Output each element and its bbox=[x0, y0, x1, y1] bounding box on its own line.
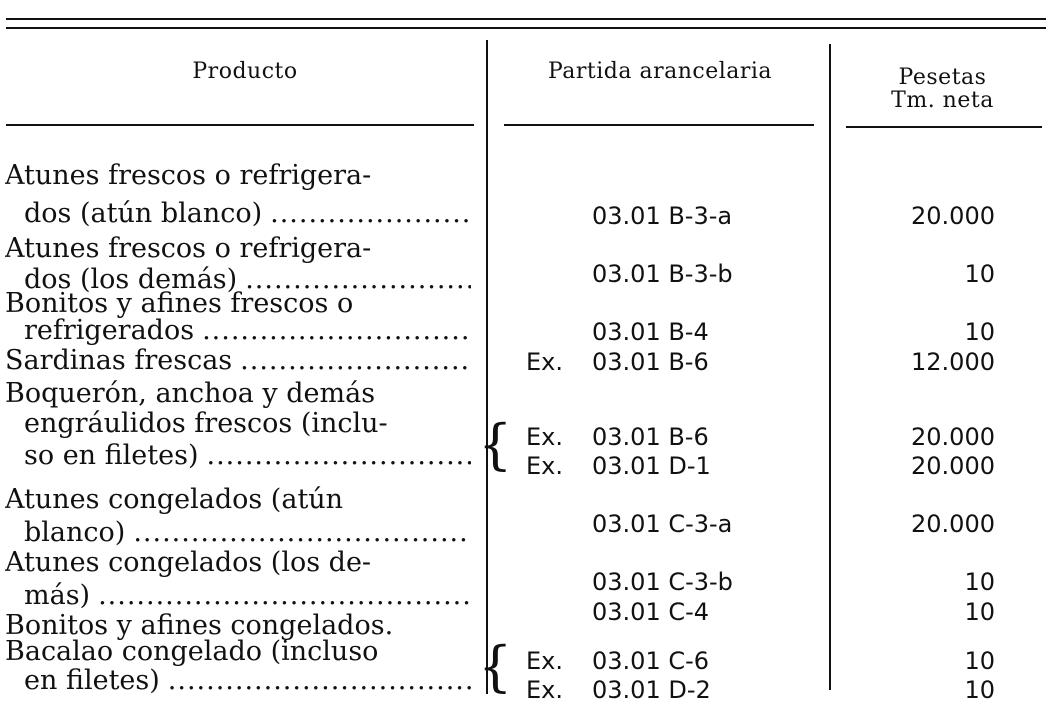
tariff-code: 03.01 D-1 bbox=[592, 452, 711, 480]
pesetas-value: 20.000 bbox=[911, 202, 995, 230]
product-line-text: blanco) bbox=[24, 517, 126, 548]
top-rule bbox=[6, 18, 1046, 20]
tariff-code: 03.01 D-2 bbox=[592, 676, 711, 704]
header-tm-neta: Tm. neta bbox=[891, 88, 994, 113]
tariff-code: 03.01 B-6 bbox=[592, 348, 709, 376]
product-line-text: Atunes congelados (los de- bbox=[5, 547, 372, 578]
tariff-row bbox=[0, 568, 1051, 602]
pesetas-value: 20.000 bbox=[911, 452, 995, 480]
pesetas-value: 10 bbox=[964, 598, 995, 626]
tariff-code: 03.01 B-6 bbox=[592, 423, 709, 451]
brace-boqueron: { bbox=[478, 413, 513, 476]
header-rule-producto bbox=[6, 124, 474, 126]
pesetas-value: 12.000 bbox=[911, 348, 995, 376]
pesetas-value: 10 bbox=[964, 260, 995, 288]
product-line bbox=[5, 378, 471, 410]
product-line-text: Atunes frescos o refrigera- bbox=[5, 233, 372, 264]
product-line-text: Atunes congelados (atún bbox=[5, 484, 344, 515]
tariff-row bbox=[0, 348, 1051, 382]
tariff-row bbox=[0, 676, 1051, 710]
tariff-code: 03.01 B-3-b bbox=[592, 260, 733, 288]
header-pesetas: Pesetas bbox=[898, 65, 987, 90]
product-line bbox=[5, 160, 471, 192]
product-line-text: Sardinas frescas bbox=[5, 345, 233, 376]
pesetas-value: 10 bbox=[964, 676, 995, 704]
tariff-row bbox=[0, 452, 1051, 486]
tariff-code: 03.01 C-6 bbox=[592, 647, 710, 675]
tariff-code: 03.01 C-3-a bbox=[592, 510, 733, 538]
tariff-row bbox=[0, 598, 1051, 632]
tariff-row bbox=[0, 318, 1051, 352]
tariff-code: 03.01 C-3-b bbox=[592, 568, 733, 596]
pesetas-value: 20.000 bbox=[911, 423, 995, 451]
tariff-code: 03.01 C-4 bbox=[592, 598, 710, 626]
header-rule-partida bbox=[504, 124, 814, 126]
ex-marker: Ex. bbox=[526, 423, 563, 451]
product-line-text: más) bbox=[24, 580, 91, 611]
pesetas-value: 20.000 bbox=[911, 510, 995, 538]
product-line-text: en filetes) bbox=[24, 665, 160, 696]
tariff-code: 03.01 B-3-a bbox=[592, 202, 733, 230]
product-line-text: Bonitos y afines frescos o bbox=[5, 288, 354, 319]
header-producto: Producto bbox=[192, 59, 298, 84]
product-line-text: so en filetes) bbox=[24, 440, 199, 471]
product-line-text: refrigerados bbox=[24, 315, 195, 346]
ex-marker: Ex. bbox=[526, 676, 563, 704]
top-rule-2 bbox=[6, 27, 1046, 29]
pesetas-value: 10 bbox=[964, 318, 995, 346]
product-line-text: Atunes frescos o refrigera- bbox=[5, 160, 372, 191]
product-line-text: Bonitos y afines congelados. bbox=[5, 610, 394, 641]
product-line-text: Bacalao congelado (incluso bbox=[5, 636, 379, 667]
tariff-row bbox=[0, 510, 1051, 544]
ex-marker: Ex. bbox=[526, 452, 563, 480]
brace-bacalao: { bbox=[478, 635, 513, 698]
ex-marker: Ex. bbox=[526, 348, 563, 376]
product-line-text: Boquerón, anchoa y demás bbox=[5, 378, 376, 409]
header-partida: Partida arancelaria bbox=[547, 59, 773, 84]
product-line-text: engráulidos frescos (inclu- bbox=[24, 408, 388, 439]
pesetas-value: 10 bbox=[964, 568, 995, 596]
tariff-row bbox=[0, 260, 1051, 294]
tariff-row bbox=[0, 202, 1051, 236]
product-line-text: dos (atún blanco) bbox=[24, 198, 263, 229]
tariff-code: 03.01 B-4 bbox=[592, 318, 709, 346]
ex-marker: Ex. bbox=[526, 647, 563, 675]
product-line-text: dos (los demás) bbox=[24, 264, 238, 295]
header-rule-pesetas bbox=[846, 126, 1042, 128]
pesetas-value: 10 bbox=[964, 647, 995, 675]
